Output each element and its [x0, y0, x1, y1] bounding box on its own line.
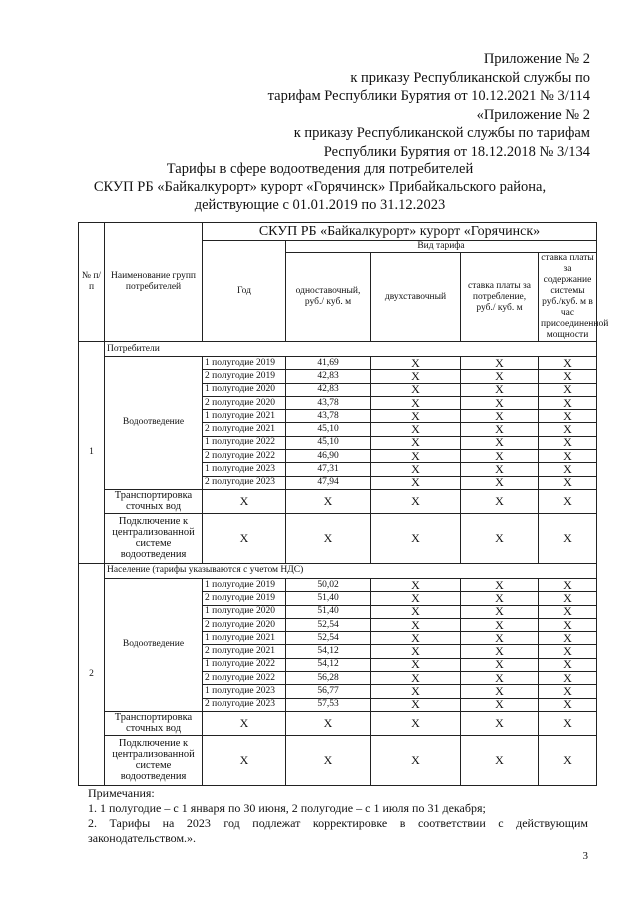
col-group-header: Наименование групп потребителей: [105, 223, 203, 342]
x-cell: Х: [461, 658, 539, 671]
x-cell: Х: [371, 436, 461, 449]
x-cell: Х: [539, 489, 597, 513]
tariff-value: 42,83: [286, 370, 371, 383]
period-cell: 2 полугодие 2019: [203, 370, 286, 383]
x-cell: Х: [461, 410, 539, 423]
x-cell: Х: [461, 711, 539, 735]
title-line: СКУП РБ «Байкалкурорт» курорт «Горячинск» Прибайкальского района,: [93, 179, 547, 195]
tariff-value: 52,54: [286, 618, 371, 631]
x-cell: Х: [461, 476, 539, 489]
x-cell: Х: [461, 685, 539, 698]
connection-label: Подключение к централизованной системе водоотведения: [105, 513, 203, 563]
x-cell: Х: [539, 396, 597, 409]
x-cell: Х: [539, 698, 597, 711]
header-line: тарифам Республики Бурятия от 10.12.2021 № 3/114: [267, 88, 590, 104]
period-cell: 1 полугодие 2019: [203, 578, 286, 591]
transport-label: Транспортировка сточных вод: [105, 489, 203, 513]
x-cell: Х: [539, 513, 597, 563]
note-item: 2. Тарифы на 2023 год подлежат корректировке в соответствии с действующим законодательством.».: [88, 816, 588, 845]
x-cell: Х: [203, 513, 286, 563]
tariff-value: 41,69: [286, 357, 371, 370]
col-capacity-header: ставка платы за содержание системы руб./куб. м в час присоединенной мощности: [539, 253, 597, 342]
x-cell: Х: [539, 632, 597, 645]
x-cell: Х: [539, 423, 597, 436]
period-cell: 2 полугодие 2020: [203, 396, 286, 409]
x-cell: Х: [539, 370, 597, 383]
x-cell: Х: [371, 513, 461, 563]
x-cell: Х: [461, 605, 539, 618]
x-cell: Х: [461, 489, 539, 513]
x-cell: Х: [539, 357, 597, 370]
row-number: 1: [79, 342, 105, 564]
x-cell: Х: [371, 658, 461, 671]
x-cell: Х: [286, 489, 371, 513]
x-cell: Х: [461, 357, 539, 370]
x-cell: Х: [539, 578, 597, 591]
x-cell: Х: [203, 489, 286, 513]
notes-title: Примечания:: [88, 786, 155, 800]
x-cell: Х: [539, 735, 597, 785]
x-cell: Х: [461, 463, 539, 476]
col-two-part-header: двухставочный: [371, 253, 461, 342]
page-number: 3: [582, 850, 588, 862]
period-cell: 2 полугодие 2021: [203, 423, 286, 436]
x-cell: Х: [539, 463, 597, 476]
tariff-value: 42,83: [286, 383, 371, 396]
x-cell: Х: [371, 711, 461, 735]
table-row: [79, 563, 597, 578]
table-row: [79, 711, 597, 735]
x-cell: Х: [286, 513, 371, 563]
document-title: [0, 160, 640, 214]
x-cell: Х: [371, 578, 461, 591]
period-cell: 2 полугодие 2023: [203, 476, 286, 489]
x-cell: Х: [461, 578, 539, 591]
group-label: Население (тарифы указываются с учетом НДС): [105, 563, 597, 578]
x-cell: Х: [371, 370, 461, 383]
transport-label: Транспортировка сточных вод: [105, 711, 203, 735]
x-cell: Х: [539, 645, 597, 658]
x-cell: Х: [461, 370, 539, 383]
tariff-value: 47,94: [286, 476, 371, 489]
service-label: Водоотведение: [105, 578, 203, 711]
x-cell: Х: [461, 698, 539, 711]
period-cell: 2 полугодие 2020: [203, 618, 286, 631]
tariff-value: 45,10: [286, 423, 371, 436]
tariff-value: 54,12: [286, 658, 371, 671]
tariff-value: 51,40: [286, 605, 371, 618]
x-cell: Х: [371, 672, 461, 685]
x-cell: Х: [461, 450, 539, 463]
x-cell: Х: [539, 711, 597, 735]
period-cell: 1 полугодие 2022: [203, 436, 286, 449]
tariff-value: 56,77: [286, 685, 371, 698]
x-cell: Х: [539, 450, 597, 463]
period-cell: 2 полугодие 2023: [203, 698, 286, 711]
period-cell: 1 полугодие 2020: [203, 383, 286, 396]
table-row: [79, 578, 597, 591]
period-cell: 1 полугодие 2022: [203, 658, 286, 671]
appendix-header: [268, 50, 590, 161]
header-line: «Приложение № 2: [476, 106, 590, 123]
x-cell: Х: [539, 658, 597, 671]
period-cell: 2 полугодие 2022: [203, 672, 286, 685]
x-cell: Х: [371, 489, 461, 513]
tariff-value: 52,54: [286, 632, 371, 645]
x-cell: Х: [371, 463, 461, 476]
x-cell: Х: [539, 672, 597, 685]
x-cell: Х: [371, 476, 461, 489]
period-cell: 2 полугодие 2022: [203, 450, 286, 463]
tariff-value: 54,12: [286, 645, 371, 658]
x-cell: Х: [461, 436, 539, 449]
x-cell: Х: [371, 735, 461, 785]
x-cell: Х: [461, 645, 539, 658]
tariff-value: 51,40: [286, 592, 371, 605]
col-year-header: Год: [203, 241, 286, 342]
x-cell: Х: [286, 735, 371, 785]
row-number: 2: [79, 563, 105, 785]
title-line: действующие с 01.01.2019 по 31.12.2023: [194, 197, 446, 213]
period-cell: 2 полугодие 2019: [203, 592, 286, 605]
header-line: Приложение № 2: [483, 51, 590, 67]
table-row: [79, 342, 597, 357]
table-row: [79, 489, 597, 513]
tariff-value: 43,78: [286, 410, 371, 423]
table-row: [79, 357, 597, 370]
tariff-value: 47,31: [286, 463, 371, 476]
x-cell: Х: [371, 423, 461, 436]
x-cell: Х: [539, 476, 597, 489]
connection-label: Подключение к централизованной системе водоотведения: [105, 735, 203, 785]
x-cell: Х: [371, 450, 461, 463]
period-cell: 1 полугодие 2021: [203, 410, 286, 423]
tariff-value: 56,28: [286, 672, 371, 685]
x-cell: Х: [371, 383, 461, 396]
header-line: к приказу Республиканской службы по: [350, 69, 590, 86]
tariff-value: 50,02: [286, 578, 371, 591]
x-cell: Х: [539, 410, 597, 423]
x-cell: Х: [461, 618, 539, 631]
x-cell: Х: [371, 645, 461, 658]
x-cell: Х: [539, 436, 597, 449]
table-row: [79, 735, 597, 785]
col-one-part-header: одноставочный, руб./ куб. м: [286, 253, 371, 342]
x-cell: Х: [371, 410, 461, 423]
x-cell: Х: [539, 383, 597, 396]
tariff-value: 45,10: [286, 436, 371, 449]
notes: [88, 786, 588, 846]
x-cell: Х: [539, 685, 597, 698]
col-consumption-header: ставка платы за потребление, руб./ куб. м: [461, 253, 539, 342]
period-cell: 1 полугодие 2021: [203, 632, 286, 645]
x-cell: Х: [461, 592, 539, 605]
period-cell: 1 полугодие 2019: [203, 357, 286, 370]
x-cell: Х: [371, 592, 461, 605]
title-line: Тарифы в сфере водоотведения для потребителей: [166, 161, 474, 177]
x-cell: Х: [371, 396, 461, 409]
x-cell: Х: [539, 605, 597, 618]
tariff-kind-header: Вид тарифа: [286, 241, 597, 253]
x-cell: Х: [461, 513, 539, 563]
x-cell: Х: [371, 632, 461, 645]
x-cell: Х: [371, 618, 461, 631]
service-label: Водоотведение: [105, 357, 203, 490]
x-cell: Х: [371, 357, 461, 370]
x-cell: Х: [539, 592, 597, 605]
x-cell: Х: [461, 735, 539, 785]
tariff-table: [78, 222, 609, 786]
x-cell: Х: [371, 605, 461, 618]
x-cell: Х: [461, 632, 539, 645]
x-cell: Х: [539, 618, 597, 631]
x-cell: Х: [203, 735, 286, 785]
x-cell: Х: [371, 698, 461, 711]
tariff-value: 57,53: [286, 698, 371, 711]
x-cell: Х: [286, 711, 371, 735]
period-cell: 1 полугодие 2023: [203, 463, 286, 476]
period-cell: 1 полугодие 2020: [203, 605, 286, 618]
x-cell: Х: [371, 685, 461, 698]
tariff-value: 43,78: [286, 396, 371, 409]
header-line: Республики Бурятия от 18.12.2018 № 3/134: [323, 143, 590, 160]
col-num-header: № п/п: [79, 223, 105, 342]
x-cell: Х: [461, 396, 539, 409]
tariff-value: 46,90: [286, 450, 371, 463]
period-cell: 2 полугодие 2021: [203, 645, 286, 658]
x-cell: Х: [461, 672, 539, 685]
table-row: [79, 513, 597, 563]
x-cell: Х: [461, 423, 539, 436]
org-header: СКУП РБ «Байкалкурорт» курорт «Горячинск»: [203, 223, 597, 241]
period-cell: 1 полугодие 2023: [203, 685, 286, 698]
note-item: 1. 1 полугодие – с 1 января по 30 июня, 2 полугодие – с 1 июля по 31 декабря;: [88, 801, 486, 815]
group-label: Потребители: [105, 342, 597, 357]
header-line: к приказу Республиканской службы по тарифам: [293, 125, 590, 141]
x-cell: Х: [203, 711, 286, 735]
x-cell: Х: [461, 383, 539, 396]
